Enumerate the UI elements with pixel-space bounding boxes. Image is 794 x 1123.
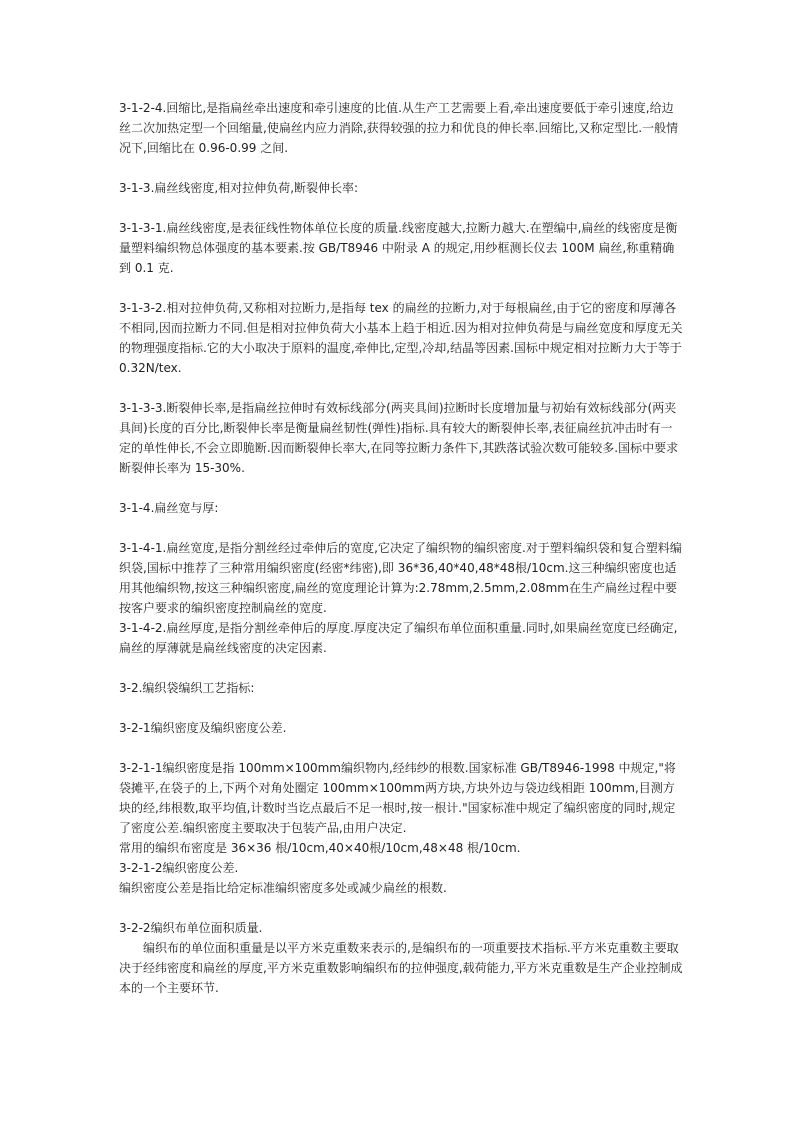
paragraph-tape-thickness: 3-1-4-2.扁丝厚度,是指分割丝牵伸后的厚度.厚度决定了编织布单位面积重量.同时,如果扁丝宽度已经确定,扁丝的厚薄就是扁丝线密度的决定因素. xyxy=(119,621,678,655)
section-heading-3-2-2: 3-2-2编织布单位面积质量. xyxy=(119,921,263,935)
section-heading-3-1-3: 3-1-3.扁丝线密度,相对拉伸负荷,断裂伸长率: xyxy=(119,181,359,195)
section-heading-3-1-4: 3-1-4.扁丝宽与厚: xyxy=(119,501,219,515)
paragraph-tape-width: 3-1-4-1.扁丝宽度,是指分割丝经过牵伸后的宽度,它决定了编织物的编织密度.对于塑料编织袋和复合塑料编织袋,国标中推荐了三种常用编织密度(经密*纬密),即 36*36,40*40,48*48根/10cm.这三种编织密度也适用其他编织物,按这三种编织密度,扁丝的宽度理论计算为:2.78mm,2.5mm,2.08mm在生产扁丝过程中要按客户要求的编织密度控制扁丝的宽度. xyxy=(119,541,682,615)
paragraph-relative-tensile-load: 3-1-3-2.相对拉伸负荷,又称相对拉断力,是指每 tex 的扁丝的拉断力,对于每根扁丝,由于它的密度和厚薄各不相同,因而拉断力不同.但是相对拉伸负荷大小基本上趋于相近.因为相对拉伸负荷是与扁丝宽度和厚度无关的物理强度指标.它的大小取决于原料的温度,牵伸比,定型,冷却,结晶等因素.国标中规定相对拉断力大于等于 0.32N/tex. xyxy=(119,301,683,375)
paragraph-shrink-ratio: 3-1-2-4.回缩比,是指扁丝牵出速度和牵引速度的比值.从生产工艺需要上看,牵出速度要低于牵引速度,给边丝二次加热定型一个回缩量,使扁丝内应力消除,获得较强的拉力和优良的伸长率.回缩比,又称定型比.一般情况下,回缩比在 0.96-0.99 之间. xyxy=(119,101,679,155)
paragraph-elongation-at-break: 3-1-3-3.断裂伸长率,是指扁丝拉伸时有效标线部分(两夹具间)拉断时长度增加量与初始有效标线部分(两夹具间)长度的百分比,断裂伸长率是衡量扁丝韧性(弹性)指标.具有较大的断裂伸长率,表征扁丝抗冲击时有一定的单性伸长,不会立即脆断.因而断裂伸长率大,在同等拉断力条件下,其跌落试验次数可能较多.国标中要求断裂伸长率为 15-30%. xyxy=(119,401,679,475)
section-heading-3-2: 3-2.编织袋编织工艺指标: xyxy=(119,681,255,695)
document-page xyxy=(119,98,684,998)
paragraph-density-tolerance-heading: 3-2-1-2编织密度公差. xyxy=(119,861,239,875)
paragraph-common-density: 常用的编织布密度是 36×36 根/10cm,40×40根/10cm,48×48 根/10cm. xyxy=(119,841,521,855)
paragraph-density-tolerance: 编织密度公差是指比给定标准编织密度多处或减少扁丝的根数. xyxy=(119,881,447,895)
paragraph-unit-area-weight: 编织布的单位面积重量是以平方米克重数来表示的,是编织布的一项重要技术指标.平方米克重数主要取决于经纬密度和扁丝的厚度,平方米克重数影响编织布的拉伸强度,载荷能力,平方米克重数是生产企业控制成本的一个主要环节. xyxy=(119,941,683,995)
section-heading-3-2-1: 3-2-1编织密度及编织密度公差. xyxy=(119,721,287,735)
paragraph-linear-density: 3-1-3-1.扁丝线密度,是表征线性物体单位长度的质量.线密度越大,拉断力越大.在塑编中,扁丝的线密度是衡量塑料编织物总体强度的基本要素.按 GB/T8946 中附录 A 的规定,用纱框测长仪去 100M 扁丝,称重精确到 0.1 克. xyxy=(119,221,678,275)
paragraph-weaving-density: 3-2-1-1编织密度是指 100mm×100mm编织物内,经纬纱的根数.国家标准 GB/T8946-1998 中规定,"将袋摊平,在袋子的上,下两个对角处圈定 100mm×100mm两方块,方块外边与袋边线相距 100mm,目测方块的经,纬根数,取平均值,计数时当讫点最后不足一根时,按一根计."国家标准中规定了编织密度的同时,规定了密度公差.编织密度主要取决于包装产品,由用户决定. xyxy=(119,761,676,835)
